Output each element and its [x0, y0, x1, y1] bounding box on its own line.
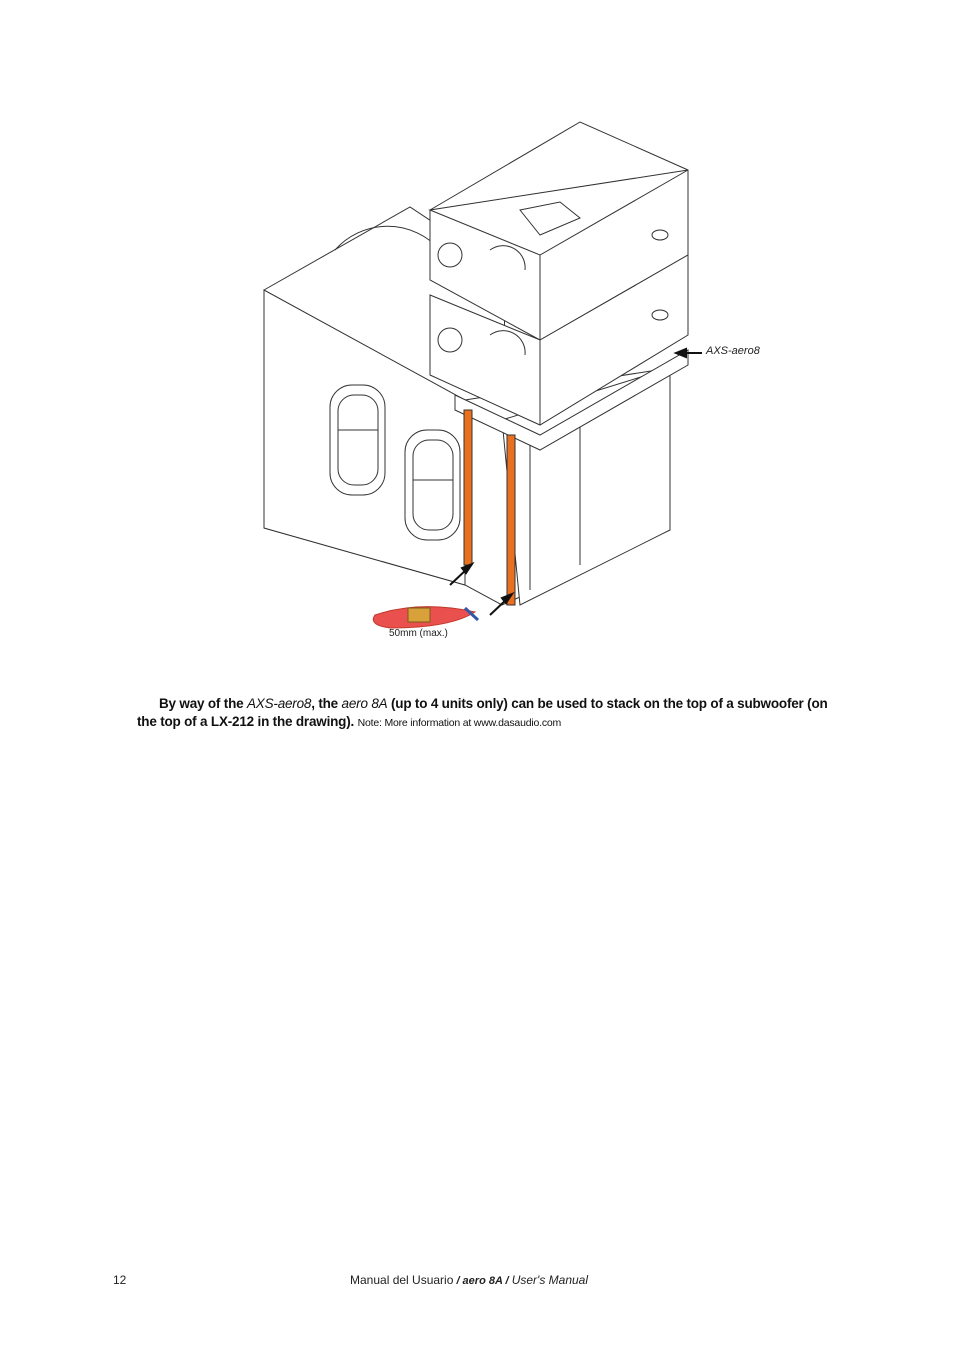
- ratchet-strap-icon: [373, 607, 478, 628]
- caption-product2: aero 8A: [341, 696, 388, 711]
- strap-width-label: 50mm (max.): [389, 628, 448, 639]
- caption-part2: , the: [311, 696, 342, 711]
- footer-title-es: Manual del Usuario: [350, 1273, 454, 1287]
- caption-part1: By way of the: [159, 696, 247, 711]
- strap-left: [464, 410, 472, 565]
- page-number: 12: [113, 1273, 127, 1287]
- caption-note: Note: More information at www.dasaudio.com: [357, 717, 562, 729]
- caption-product1: AXS-aero8: [246, 696, 312, 711]
- axs-aero8-label: AXS-aero8: [706, 345, 760, 357]
- stacking-illustration: [240, 110, 800, 670]
- caption-part3: (up to 4 units only) can be used to stack on the top of a subwoofer (on the top of a LX-212 in the drawing).: [137, 696, 828, 729]
- figure-caption: [137, 695, 837, 732]
- footer-title-en: User's Manual: [511, 1273, 589, 1287]
- footer-title: [350, 1273, 588, 1287]
- strap-right: [507, 435, 515, 605]
- footer-title-mid: / aero 8A /: [453, 1275, 512, 1287]
